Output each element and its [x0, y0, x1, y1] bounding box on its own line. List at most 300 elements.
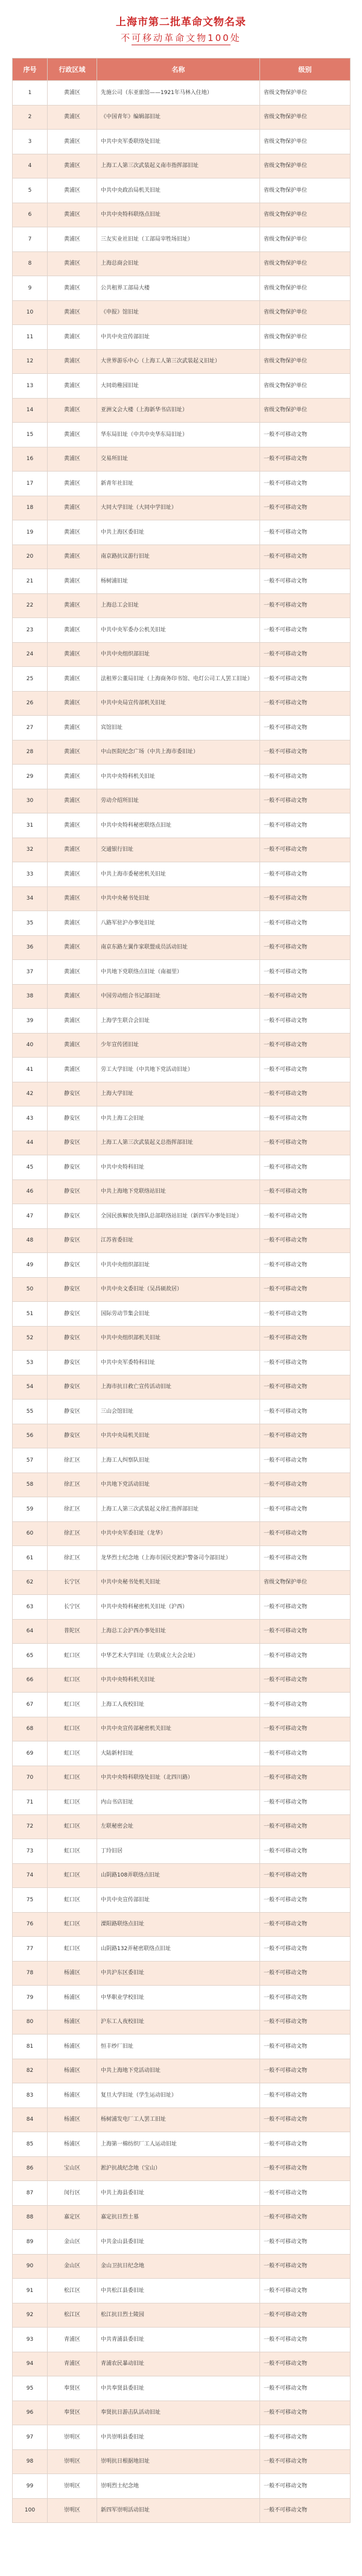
row-name: 内山书店旧址: [97, 1790, 260, 1815]
table-row: [13, 2498, 351, 2523]
table-row: [13, 325, 351, 350]
row-name: 亚洲文会大楼（上海新华书店旧址）: [97, 398, 260, 423]
row-district: 松江区: [48, 2279, 97, 2303]
row-number: 39: [13, 1009, 48, 1034]
row-number: 3: [13, 130, 48, 154]
table-row: [13, 1717, 351, 1741]
row-level: 一般不可移动文物: [260, 1448, 351, 1473]
row-level: 一般不可移动文物: [260, 960, 351, 985]
table-row: [13, 789, 351, 813]
row-district: 长宁区: [48, 1570, 97, 1595]
row-name: 中共上海工会旧址: [97, 1106, 260, 1131]
table-row: [13, 2328, 351, 2352]
row-name: 嘉定抗日烈士墓: [97, 2205, 260, 2230]
row-level: 一般不可移动文物: [260, 545, 351, 569]
row-number: 12: [13, 349, 48, 374]
row-name: 中共中央政治局机关旧址: [97, 178, 260, 203]
row-district: 普陀区: [48, 1619, 97, 1644]
row-name: 法租界公董局旧址（上海商务印书馆、电灯公司工人罢工旧址）: [97, 667, 260, 692]
page-subtitle: 不可移动革命文物100处: [121, 33, 241, 43]
table-row: [13, 300, 351, 325]
row-district: 黄浦区: [48, 300, 97, 325]
row-district: 黄浦区: [48, 886, 97, 911]
row-number: 91: [13, 2279, 48, 2303]
row-number: 43: [13, 1106, 48, 1131]
row-level: 一般不可移动文物: [260, 1351, 351, 1375]
row-number: 79: [13, 1986, 48, 2010]
row-name: 中共青浦县委旧址: [97, 2328, 260, 2352]
row-level: 一般不可移动文物: [260, 1228, 351, 1253]
table-row: [13, 2010, 351, 2035]
table-body: [13, 81, 351, 2523]
row-level: 一般不可移动文物: [260, 1131, 351, 1155]
row-number: 7: [13, 227, 48, 252]
row-level: 省级文物保护单位: [260, 398, 351, 423]
row-name: 劳工大学旧址（中共地下党活动旧址）: [97, 1058, 260, 1082]
row-district: 黄浦区: [48, 203, 97, 227]
table-row: [13, 886, 351, 911]
row-level: 一般不可移动文物: [260, 1814, 351, 1839]
row-district: 杨浦区: [48, 1986, 97, 2010]
row-level: 一般不可移动文物: [260, 1986, 351, 2010]
row-district: 虹口区: [48, 1766, 97, 1790]
row-name: 上海工人第三次武装起义总指挥部旧址: [97, 1131, 260, 1155]
row-level: 一般不可移动文物: [260, 1766, 351, 1790]
row-level: 一般不可移动文物: [260, 1741, 351, 1766]
row-level: 一般不可移动文物: [260, 1204, 351, 1229]
row-district: 虹口区: [48, 1888, 97, 1913]
row-district: 黄浦区: [48, 325, 97, 350]
row-number: 73: [13, 1839, 48, 1864]
row-district: 徐汇区: [48, 1473, 97, 1497]
row-name: 中共上海地下党联络站旧址: [97, 1179, 260, 1204]
table-row: [13, 1228, 351, 1253]
row-level: 省级文物保护单位: [260, 203, 351, 227]
table-row: [13, 1741, 351, 1766]
row-district: 静安区: [48, 1204, 97, 1229]
row-number: 40: [13, 1033, 48, 1058]
row-level: 省级文物保护单位: [260, 349, 351, 374]
table-row: [13, 765, 351, 789]
table-row: [13, 862, 351, 887]
row-name: 中国劳动组合书记部旧址: [97, 984, 260, 1009]
row-district: 黄浦区: [48, 716, 97, 740]
row-number: 88: [13, 2205, 48, 2230]
row-level: 一般不可移动文物: [260, 2035, 351, 2059]
row-district: 黄浦区: [48, 130, 97, 154]
row-district: 奉贤区: [48, 2401, 97, 2425]
table-row: [13, 423, 351, 447]
row-district: 静安区: [48, 1179, 97, 1204]
row-number: 28: [13, 740, 48, 765]
row-district: 虹口区: [48, 1937, 97, 1962]
row-name: 上海总工会沪西办事处旧址: [97, 1619, 260, 1644]
row-level: 一般不可移动文物: [260, 1424, 351, 1448]
table-row: [13, 740, 351, 765]
row-number: 41: [13, 1058, 48, 1082]
row-name: 上海工人夜校旧址: [97, 1693, 260, 1717]
table-row: [13, 1937, 351, 1962]
row-level: 一般不可移动文物: [260, 2254, 351, 2279]
row-number: 83: [13, 2083, 48, 2108]
table-row: [13, 2376, 351, 2401]
table-row: [13, 1863, 351, 1888]
row-name: 中华职业学校旧址: [97, 1986, 260, 2010]
row-number: 70: [13, 1766, 48, 1790]
row-number: 100: [13, 2498, 48, 2523]
row-district: 黄浦区: [48, 691, 97, 716]
row-name: 金山卫抗日纪念地: [97, 2254, 260, 2279]
row-number: 37: [13, 960, 48, 985]
table-row: [13, 130, 351, 154]
row-number: 67: [13, 1693, 48, 1717]
row-name: 恒丰纱厂旧址: [97, 2035, 260, 2059]
table-row: [13, 349, 351, 374]
row-name: 上海工人第三次武装起义徐汇指挥部旧址: [97, 1497, 260, 1522]
row-district: 黄浦区: [48, 276, 97, 301]
row-level: 一般不可移动文物: [260, 1521, 351, 1546]
row-name: 新青年社旧址: [97, 472, 260, 496]
row-district: 黄浦区: [48, 789, 97, 813]
row-name: 劳动介绍所旧址: [97, 789, 260, 813]
row-name: 上海工人第三次武装起义南市指挥部旧址: [97, 154, 260, 178]
row-district: 黄浦区: [48, 178, 97, 203]
row-district: 崇明区: [48, 2449, 97, 2474]
row-number: 84: [13, 2107, 48, 2132]
row-district: 黄浦区: [48, 251, 97, 276]
row-district: 杨浦区: [48, 2107, 97, 2132]
row-number: 26: [13, 691, 48, 716]
table-row: [13, 911, 351, 936]
row-district: 黄浦区: [48, 349, 97, 374]
row-district: 静安区: [48, 1424, 97, 1448]
row-number: 90: [13, 2254, 48, 2279]
row-number: 63: [13, 1595, 48, 1620]
row-level: 省级文物保护单位: [260, 300, 351, 325]
row-district: 黄浦区: [48, 813, 97, 838]
row-district: 黄浦区: [48, 374, 97, 399]
row-district: 虹口区: [48, 1839, 97, 1864]
row-level: 一般不可移动文物: [260, 496, 351, 520]
table-row: [13, 984, 351, 1009]
row-name: 江苏省委旧址: [97, 1228, 260, 1253]
row-level: 一般不可移动文物: [260, 1497, 351, 1522]
row-level: 一般不可移动文物: [260, 984, 351, 1009]
row-name: 中共上海地下党活动旧址: [97, 2059, 260, 2083]
row-level: 一般不可移动文物: [260, 2376, 351, 2401]
row-level: 一般不可移动文物: [260, 2474, 351, 2499]
row-name: 山阴路132弄秘密联络点旧址: [97, 1937, 260, 1962]
row-level: 一般不可移动文物: [260, 423, 351, 447]
row-number: 69: [13, 1741, 48, 1766]
table-row: [13, 2352, 351, 2376]
row-number: 15: [13, 423, 48, 447]
row-name: 《中国青年》编辑部旧址: [97, 105, 260, 130]
table-row: [13, 2425, 351, 2450]
row-number: 42: [13, 1082, 48, 1106]
row-number: 55: [13, 1400, 48, 1424]
row-district: 静安区: [48, 1131, 97, 1155]
table-row: [13, 1912, 351, 1937]
row-name: 杨树浦旧址: [97, 569, 260, 594]
row-number: 77: [13, 1937, 48, 1962]
row-name: 大陆新村旧址: [97, 1741, 260, 1766]
table-row: [13, 203, 351, 227]
row-level: 一般不可移动文物: [260, 1546, 351, 1571]
row-district: 黄浦区: [48, 984, 97, 1009]
table-row: [13, 1204, 351, 1229]
row-level: 一般不可移动文物: [260, 1644, 351, 1668]
page-title: 上海市第二批革命文物名录: [116, 16, 246, 28]
row-district: 黄浦区: [48, 227, 97, 252]
row-number: 45: [13, 1155, 48, 1180]
row-number: 50: [13, 1277, 48, 1302]
table-row: [13, 1473, 351, 1497]
row-level: 一般不可移动文物: [260, 2181, 351, 2206]
row-number: 22: [13, 593, 48, 618]
row-level: 一般不可移动文物: [260, 2279, 351, 2303]
table-row: [13, 2181, 351, 2206]
row-level: 一般不可移动文物: [260, 642, 351, 667]
row-number: 46: [13, 1179, 48, 1204]
table-row: [13, 1619, 351, 1644]
row-name: 中共中央组织部旧址: [97, 1253, 260, 1278]
table-row: [13, 960, 351, 985]
row-name: 中共中央宣传部旧址: [97, 325, 260, 350]
row-name: 中共中央宣传部旧址: [97, 1888, 260, 1913]
table-row: [13, 618, 351, 643]
table-row: [13, 667, 351, 692]
table-row: [13, 1106, 351, 1131]
row-number: 11: [13, 325, 48, 350]
row-district: 长宁区: [48, 1595, 97, 1620]
table-row: [13, 813, 351, 838]
row-level: 一般不可移动文物: [260, 886, 351, 911]
table-row: [13, 1424, 351, 1448]
row-name: 中共金山县委旧址: [97, 2230, 260, 2255]
table-row: [13, 374, 351, 399]
table-row: [13, 1400, 351, 1424]
table-row: [13, 2083, 351, 2108]
row-number: 74: [13, 1863, 48, 1888]
row-number: 57: [13, 1448, 48, 1473]
row-number: 8: [13, 251, 48, 276]
row-level: 省级文物保护单位: [260, 105, 351, 130]
row-number: 87: [13, 2181, 48, 2206]
table-row: [13, 935, 351, 960]
row-number: 36: [13, 935, 48, 960]
row-name: 中共中央军委特科旧址: [97, 1351, 260, 1375]
table-row: [13, 1644, 351, 1668]
table-row: [13, 105, 351, 130]
row-level: 一般不可移动文物: [260, 1790, 351, 1815]
row-district: 黄浦区: [48, 398, 97, 423]
table-row: [13, 472, 351, 496]
row-district: 宝山区: [48, 2156, 97, 2181]
row-district: 静安区: [48, 1253, 97, 1278]
row-number: 4: [13, 154, 48, 178]
row-name: 中共中央特科秘密机关旧址（沪西）: [97, 1595, 260, 1620]
row-name: 中共中央组织部机关旧址: [97, 1326, 260, 1351]
row-level: 一般不可移动文物: [260, 1619, 351, 1644]
row-district: 崇明区: [48, 2474, 97, 2499]
row-district: 静安区: [48, 1277, 97, 1302]
table-row: [13, 593, 351, 618]
row-name: 山阴路108弄联络点旧址: [97, 1863, 260, 1888]
row-level: 一般不可移动文物: [260, 838, 351, 862]
row-level: 省级文物保护单位: [260, 325, 351, 350]
row-level: 一般不可移动文物: [260, 2156, 351, 2181]
row-number: 25: [13, 667, 48, 692]
table-row: [13, 691, 351, 716]
row-district: 黄浦区: [48, 960, 97, 985]
row-name: 上海总工会旧址: [97, 593, 260, 618]
row-name: 中山医院纪念广场（中共上海市委旧址）: [97, 740, 260, 765]
row-number: 53: [13, 1351, 48, 1375]
row-district: 黄浦区: [48, 911, 97, 936]
row-name: 新四军崇明活动旧址: [97, 2498, 260, 2523]
row-name: 青浦农民暴动旧址: [97, 2352, 260, 2376]
row-name: 公共租界工部局大楼: [97, 276, 260, 301]
row-number: 10: [13, 300, 48, 325]
row-number: 81: [13, 2035, 48, 2059]
row-district: 黄浦区: [48, 642, 97, 667]
row-level: 一般不可移动文物: [260, 1375, 351, 1400]
row-number: 94: [13, 2352, 48, 2376]
row-level: 一般不可移动文物: [260, 1326, 351, 1351]
table-row: [13, 1497, 351, 1522]
row-district: 松江区: [48, 2303, 97, 2328]
table-row: [13, 1790, 351, 1815]
row-district: 静安区: [48, 1400, 97, 1424]
table-row: [13, 227, 351, 252]
row-district: 静安区: [48, 1106, 97, 1131]
row-district: 虹口区: [48, 1863, 97, 1888]
row-number: 64: [13, 1619, 48, 1644]
row-district: 黄浦区: [48, 81, 97, 106]
row-district: 黄浦区: [48, 520, 97, 545]
row-number: 61: [13, 1546, 48, 1571]
row-number: 29: [13, 765, 48, 789]
row-number: 47: [13, 1204, 48, 1229]
row-level: 一般不可移动文物: [260, 1668, 351, 1693]
table-row: [13, 2205, 351, 2230]
row-level: 一般不可移动文物: [260, 2328, 351, 2352]
row-number: 92: [13, 2303, 48, 2328]
row-district: 静安区: [48, 1228, 97, 1253]
row-number: 48: [13, 1228, 48, 1253]
row-name: 上海学生联合会旧址: [97, 1009, 260, 1034]
row-number: 97: [13, 2425, 48, 2450]
row-number: 66: [13, 1668, 48, 1693]
row-name: 大世界游乐中心（上海工人第三次武装起义旧址）: [97, 349, 260, 374]
row-number: 5: [13, 178, 48, 203]
row-level: 一般不可移动文物: [260, 1863, 351, 1888]
row-level: 一般不可移动文物: [260, 1253, 351, 1278]
row-district: 静安区: [48, 1155, 97, 1180]
row-district: 黄浦区: [48, 740, 97, 765]
row-name: 复旦大学旧址（学生运动旧址）: [97, 2083, 260, 2108]
row-level: 一般不可移动文物: [260, 765, 351, 789]
table-row: [13, 398, 351, 423]
row-level: 一般不可移动文物: [260, 1937, 351, 1962]
row-name: 上海第一棉纺织厂工人运动旧址: [97, 2132, 260, 2157]
row-name: 沪东工人夜校旧址: [97, 2010, 260, 2035]
row-number: 38: [13, 984, 48, 1009]
table-row: [13, 1179, 351, 1204]
row-level: 一般不可移动文物: [260, 1839, 351, 1864]
row-district: 黄浦区: [48, 1033, 97, 1058]
row-district: 徐汇区: [48, 1448, 97, 1473]
row-name: 三山会馆旧址: [97, 1400, 260, 1424]
row-name: 中共中央特科机关旧址: [97, 765, 260, 789]
row-number: 16: [13, 447, 48, 472]
row-level: 一般不可移动文物: [260, 2401, 351, 2425]
row-number: 85: [13, 2132, 48, 2157]
row-number: 93: [13, 2328, 48, 2352]
row-district: 闵行区: [48, 2181, 97, 2206]
row-district: 黄浦区: [48, 667, 97, 692]
row-level: 一般不可移动文物: [260, 1082, 351, 1106]
table-row: [13, 569, 351, 594]
row-level: 省级文物保护单位: [260, 374, 351, 399]
row-level: 省级文物保护单位: [260, 251, 351, 276]
row-name: 上海总商会旧址: [97, 251, 260, 276]
row-number: 89: [13, 2230, 48, 2255]
table-row: [13, 1375, 351, 1400]
row-level: 一般不可移动文物: [260, 2083, 351, 2108]
row-number: 33: [13, 862, 48, 887]
row-district: 奉贤区: [48, 2376, 97, 2401]
row-name: 中共中央局宣传部机关旧址: [97, 691, 260, 716]
row-level: 省级文物保护单位: [260, 1570, 351, 1595]
row-number: 49: [13, 1253, 48, 1278]
row-name: 中共上海市委秘密机关旧址: [97, 862, 260, 887]
table-row: [13, 1961, 351, 1986]
row-district: 黄浦区: [48, 154, 97, 178]
row-name: 中共中央特科联络点旧址: [97, 203, 260, 227]
row-district: 嘉定区: [48, 2205, 97, 2230]
row-district: 黄浦区: [48, 545, 97, 569]
row-district: 杨浦区: [48, 1961, 97, 1986]
row-number: 35: [13, 911, 48, 936]
row-district: 崇明区: [48, 2498, 97, 2523]
row-district: 黄浦区: [48, 618, 97, 643]
row-district: 虹口区: [48, 1741, 97, 1766]
row-name: 上海大学旧址: [97, 1082, 260, 1106]
row-level: 一般不可移动文物: [260, 1912, 351, 1937]
row-name: 中共中央秘书处旧址: [97, 886, 260, 911]
row-district: 黄浦区: [48, 935, 97, 960]
row-level: 一般不可移动文物: [260, 569, 351, 594]
row-name: 华东局旧址（中共中央华东局旧址）: [97, 423, 260, 447]
table-row: [13, 1595, 351, 1620]
row-number: 98: [13, 2449, 48, 2474]
table-row: [13, 2279, 351, 2303]
row-name: 先施公司（东亚旅馆——1921年马林入住地）: [97, 81, 260, 106]
row-name: 南京东路左翼作家联盟成员活动旧址: [97, 935, 260, 960]
row-level: 一般不可移动文物: [260, 667, 351, 692]
row-number: 60: [13, 1521, 48, 1546]
row-number: 86: [13, 2156, 48, 2181]
row-level: 省级文物保护单位: [260, 227, 351, 252]
header-level: 级别: [260, 58, 351, 81]
row-level: 一般不可移动文物: [260, 740, 351, 765]
row-level: 省级文物保护单位: [260, 276, 351, 301]
row-number: 14: [13, 398, 48, 423]
row-level: 一般不可移动文物: [260, 1473, 351, 1497]
row-level: 一般不可移动文物: [260, 2230, 351, 2255]
